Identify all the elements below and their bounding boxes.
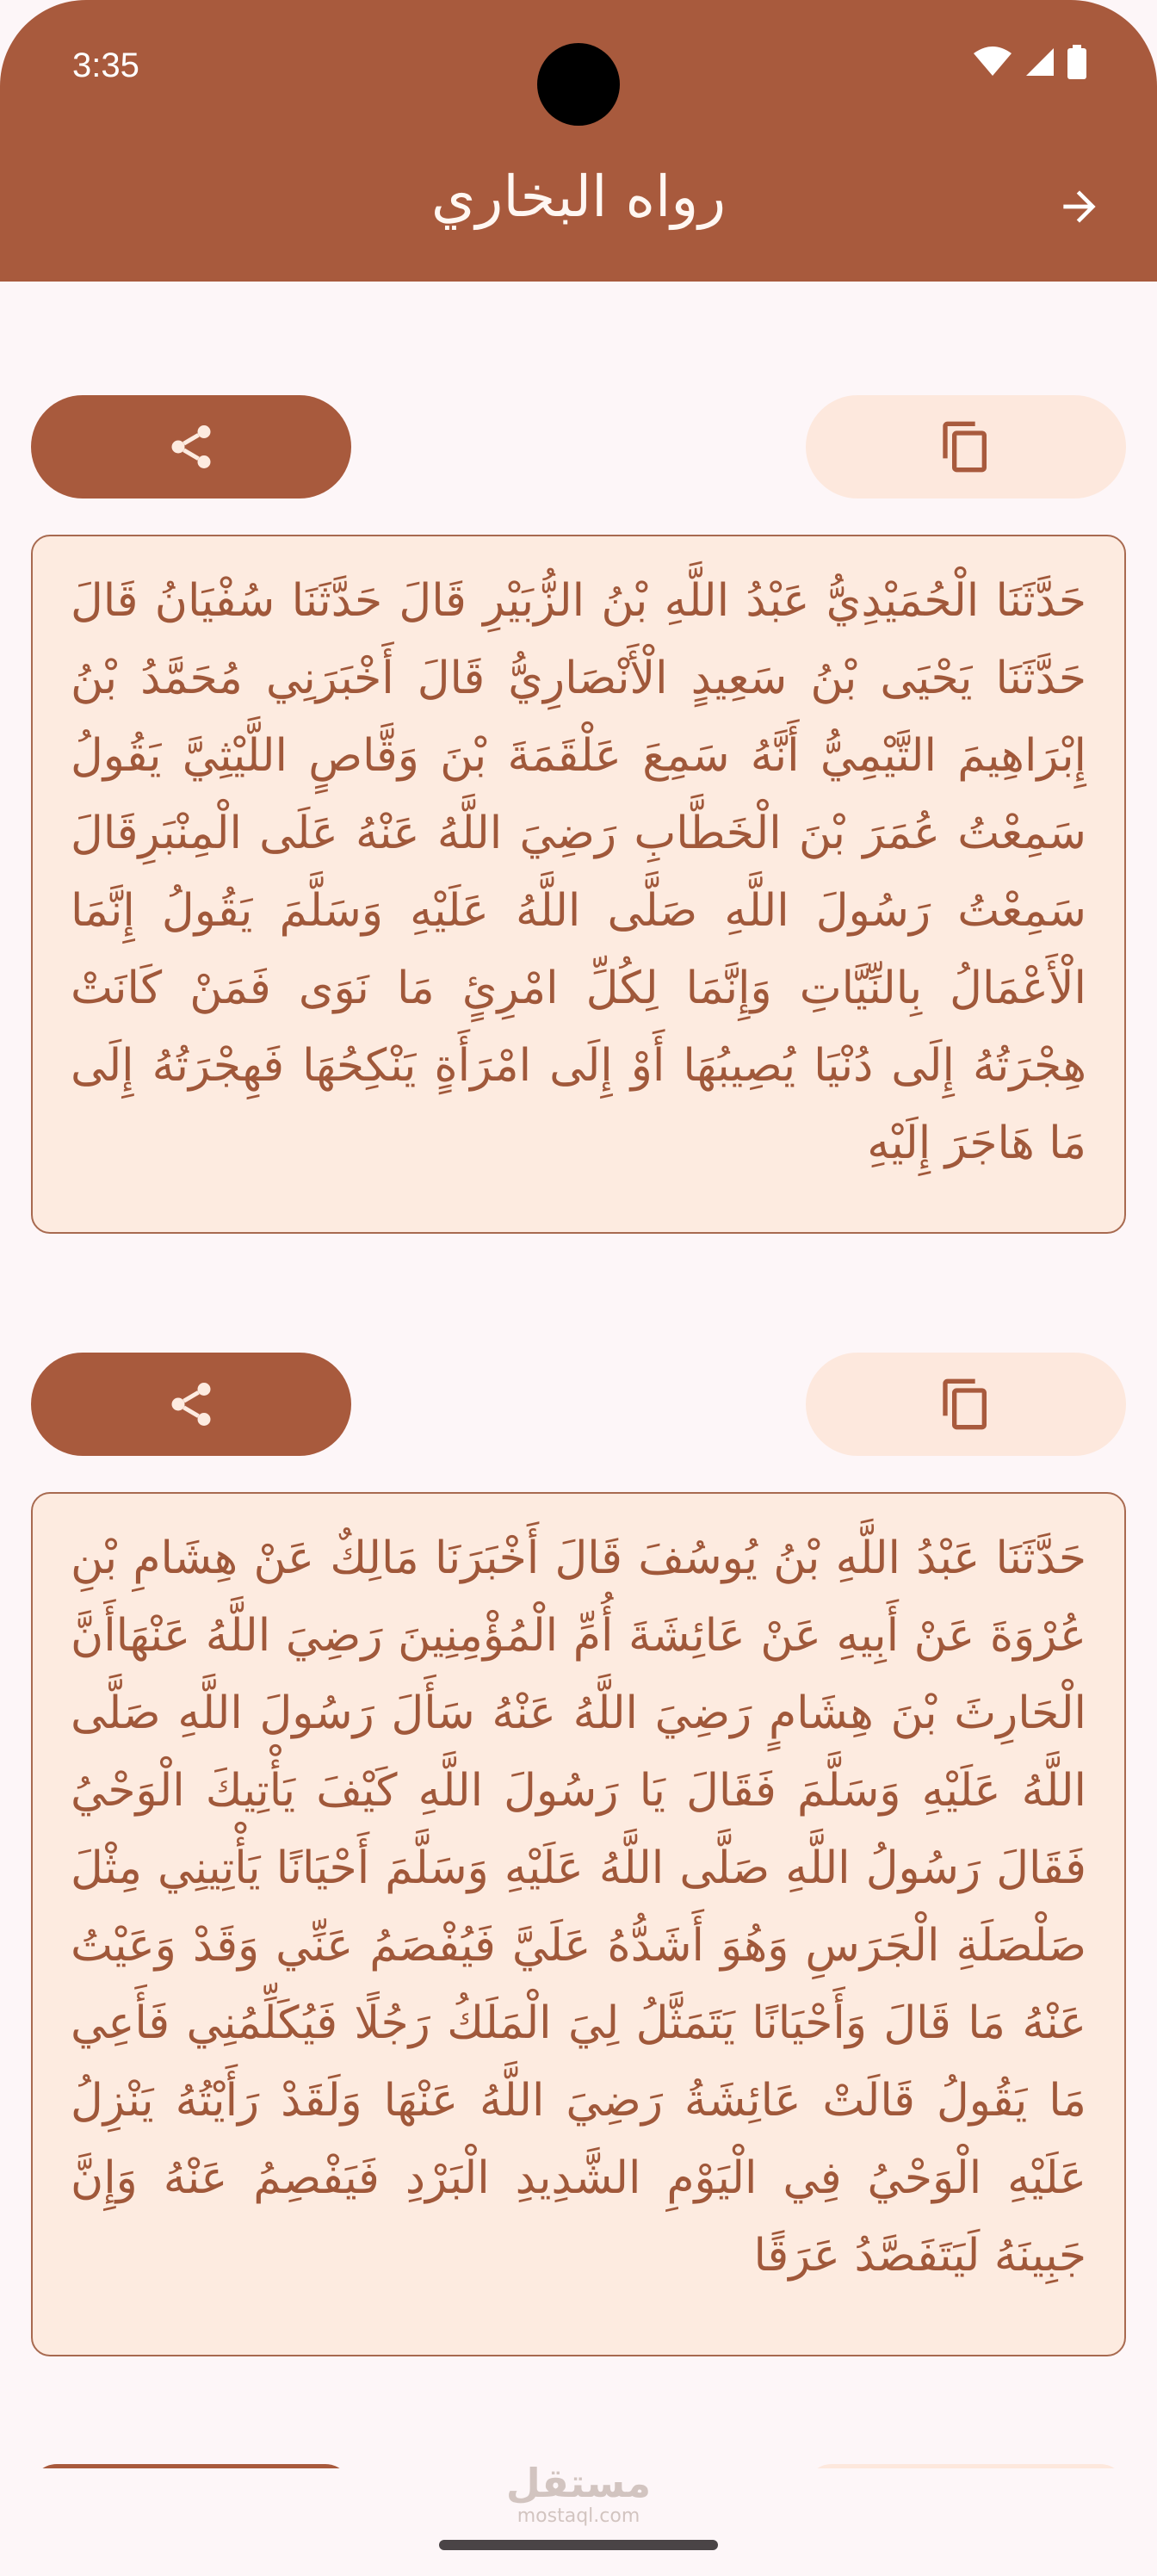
arrow-right-icon [1055, 183, 1104, 231]
share-button[interactable] [31, 395, 351, 498]
share-icon [165, 421, 217, 473]
hadith-text-card: حَدَّثَنَا عَبْدُ اللَّهِ بْنُ يُوسُفَ قَالَ أَخْبَرَنَا مَالِكٌ عَنْ هِشَامِ بْنِ عُرْوَةَ عَنْ أَبِيهِ عَنْ عَائِشَةَ أُمِّ الْمُؤْمِنِينَ رَضِيَ اللَّهُ عَنْهَاأَنَّ الْحَارِثَ بْنَ هِشَامٍ رَضِيَ اللَّهُ عَنْهُ سَأَلَ رَسُولَ اللَّهِ صَلَّى اللَّهُ عَلَيْهِ وَسَلَّمَ فَقَالَ يَا رَسُولَ اللَّهِ كَيْفَ يَأْتِيكَ الْوَحْيُ فَقَالَ رَسُولُ اللَّهِ صَلَّى اللَّهُ عَلَيْهِ وَسَلَّمَ أَحْيَانًا يَأْتِينِي مِثْلَ صَلْصَلَةِ الْجَرَسِ وَهُوَ أَشَدُّهُ عَلَيَّ فَيُفْصَمُ عَنِّي وَقَدْ وَعَيْتُ عَنْهُ مَا قَالَ وَأَحْيَانًا يَتَمَثَّلُ لِيَ الْمَلَكُ رَجُلًا فَيُكَلِّمُنِي فَأَعِي مَا يَقُولُ قَالَتْ عَائِشَةُ رَضِيَ اللَّهُ عَنْهَا وَلَقَدْ رَأَيْتُهُ يَنْزِلُ عَلَيْهِ الْوَحْيُ فِي الْيَوْمِ الشَّدِيدِ الْبَرْدِ فَيَفْصِمُ عَنْهُ وَإِنَّ جَبِينَهُ لَيَتَفَصَّدُ عَرَقًا [31, 1492, 1126, 2356]
watermark-latin: mostaql.com [517, 2505, 640, 2527]
signal-icon [1024, 46, 1055, 77]
page-title: رواه البخاري [430, 164, 727, 230]
app-bar [0, 0, 1157, 282]
copy-icon [938, 1377, 993, 1432]
status-icons [973, 45, 1086, 79]
back-button[interactable] [1045, 172, 1114, 241]
share-button[interactable] [31, 1353, 351, 1456]
status-time: 3:35 [72, 46, 139, 84]
share-icon [165, 1378, 217, 1430]
battery-icon [1067, 45, 1086, 79]
copy-button[interactable] [806, 395, 1126, 498]
wifi-icon [973, 46, 1012, 77]
watermark-arabic: مستقل [505, 2460, 652, 2506]
hadith-list[interactable] [0, 282, 1157, 2468]
watermark [0, 2461, 1157, 2527]
copy-icon [938, 419, 993, 474]
gesture-bar[interactable] [439, 2540, 718, 2550]
hadith-text-card: حَدَّثَنَا الْحُمَيْدِيُّ عَبْدُ اللَّهِ بْنُ الزُّبَيْرِ قَالَ حَدَّثَنَا سُفْيَانُ قَالَ حَدَّثَنَا يَحْيَى بْنُ سَعِيدٍ الْأَنْصَارِيُّ قَالَ أَخْبَرَنِي مُحَمَّدُ بْنُ إِبْرَاهِيمَ التَّيْمِيُّ أَنَّهُ سَمِعَ عَلْقَمَةَ بْنَ وَقَّاصٍ اللَّيْثِيَّ يَقُولُ سَمِعْتُ عُمَرَ بْنَ الْخَطَّابِ رَضِيَ اللَّهُ عَنْهُ عَلَى الْمِنْبَرِقَالَ سَمِعْتُ رَسُولَ اللَّهِ صَلَّى اللَّهُ عَلَيْهِ وَسَلَّمَ يَقُولُ إِنَّمَا الْأَعْمَالُ بِالنِّيَّاتِ وَإِنَّمَا لِكُلِّ امْرِئٍ مَا نَوَى فَمَنْ كَانَتْ هِجْرَتُهُ إِلَى دُنْيَا يُصِيبُهَا أَوْ إِلَى امْرَأَةٍ يَنْكِحُهَا فَهِجْرَتُهُ إِلَى مَا هَاجَرَ إِلَيْهِ [31, 535, 1126, 1234]
camera-cutout [537, 43, 620, 126]
copy-button[interactable] [806, 1353, 1126, 1456]
